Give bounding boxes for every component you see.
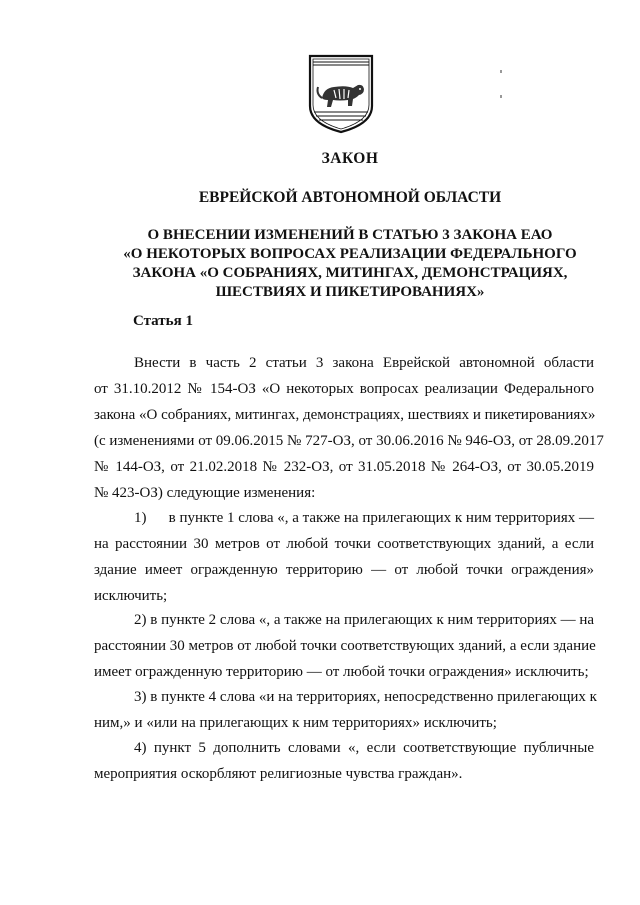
coat-of-arms-icon [306,54,376,134]
paragraph-line: (с изменениями от 09.06.2015 № 727-ОЗ, от 30.06.2016 № 946-ОЗ, от 28.09.2017 [94,433,604,449]
subject-line: «О НЕКОТОРЫХ ВОПРОСАХ РЕАЛИЗАЦИИ ФЕДЕРАЛЬНОГО [123,246,577,262]
document-title: ЗАКОН [321,150,379,167]
scan-mark [500,70,502,73]
paragraph-line: 3) в пункте 4 слова «и на территориях, непосредственно прилегающих к [134,689,597,705]
paragraph-line: на расстоянии 30 метров от любой точки соответствующих зданий, а если [94,536,594,552]
article-heading: Статья 1 [133,313,193,329]
subject-line: ШЕСТВИЯХ И ПИКЕТИРОВАНИЯХ» [215,284,485,300]
item-text: в пункте 1 слова «, а также на прилегающих к ним территориях — [168,510,594,526]
paragraph-line: 4) пункт 5 дополнить словами «, если соответствующие публичные [134,740,594,756]
paragraph-line: здание имеет огражденную территорию — от любой точки ограждения» [94,562,594,578]
document-subject [60,226,640,302]
paragraph-line: исключить; [94,588,168,604]
paragraph-line: закона «О собраниях, митингах, демонстрациях, шествиях и пикетированиях» [94,407,596,423]
document-region: ЕВРЕЙСКОЙ АВТОНОМНОЙ ОБЛАСТИ [198,189,502,206]
paragraph-line: 2) в пункте 2 слова «, а также на прилегающих к ним территориях — на [134,612,595,628]
item-number: 1) [134,510,147,526]
item-1 [94,505,594,609]
paragraph-line: от 31.10.2012 № 154-ОЗ «О некоторых вопросах реализации Федерального [94,381,594,397]
intro-paragraph [94,350,604,506]
item-3 [94,684,597,736]
paragraph-line: № 144-ОЗ, от 21.02.2018 № 232-ОЗ, от 31.05.2018 № 264-ОЗ, от 30.05.2019 [94,459,594,475]
paragraph-line: имеет огражденную территорию — от любой точки ограждения» исключить; [94,664,589,680]
paragraph-line: мероприятия оскорбляют религиозные чувства граждан». [94,766,463,782]
item-4 [94,735,594,787]
paragraph-line: ним,» и «или на прилегающих к ним территориях» исключить; [94,715,497,731]
paragraph-line: Внести в часть 2 статьи 3 закона Еврейской автономной области [134,355,594,371]
paragraph-line: расстоянии 30 метров от любой точки соответствующих зданий, а если здание [94,638,596,654]
subject-line: ЗАКОНА «О СОБРАНИЯХ, МИТИНГАХ, ДЕМОНСТРАЦИЯХ, [132,265,568,281]
item-2 [94,607,594,685]
subject-line: О ВНЕСЕНИИ ИЗМЕНЕНИЙ В СТАТЬЮ 3 ЗАКОНА ЕАО [147,227,553,243]
scan-mark [500,95,502,98]
paragraph-line [94,505,594,531]
paragraph-line: № 423-ОЗ) следующие изменения: [94,485,316,501]
